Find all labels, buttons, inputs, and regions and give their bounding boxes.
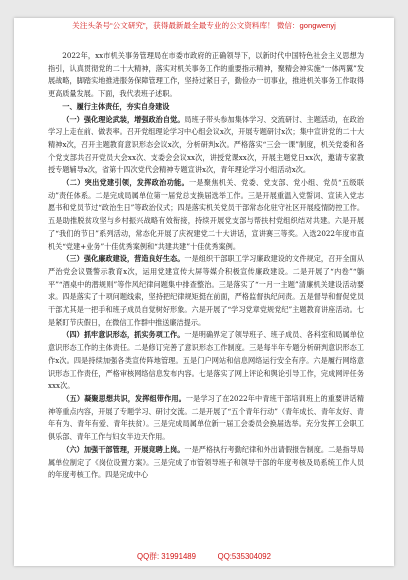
subsection-2-body: 一是聚焦机关、党委、党支部、党小组、党员“五级联动”责任体系。二是完成局属单位第一届党总支换届选举工作。三是开展重温入党誓词、宣读入党志愿书和党员节过“政治生日”等政治仪式；四是落实机关党员干部常态化驻守社区开展疫情防控工作。五是助推脱贫攻坚与乡村振兴战略有效衔接，持续开展党支部与帮扶村党组织结对共建。六是开展了“我们的节日”系列活动，常态化开展了庆祝建党二十大讲话，宣讲赛三等奖。入选2022年度市直机关“党建+业务”十佳优秀案例和“共建共建”十佳优秀案例。 [48,178,364,251]
subsection-1-body: 局班子带头参加集体学习、交流研讨、主题活动，在政治学习上走在前、做表率。召开党组理论学习中心组会议x次，开展专题研讨x次；集中宣讲党的二十大精神x次，召开主题教育意识形态会议x次，分析研判x次。严格落实“三会一课”制度，机关党委和各个党支部共召开党员大会xx次、支委会会议xx次，讲授党课xx次，开展主题党日xx次，邀请专家教授专题辅导x次，省第十四次党代会精神专题宣讲x次，青年理论学习小组活动x次。 [48,114,364,175]
subsection-2-heading: （二）突出党建引领，发挥政治功能。 [62,178,189,188]
subsection-5-body: 一是学习了在2022年中青班干部培训班上的重要讲话精神等重点内容，开展了专题学习、研讨交流。二是开展了“五个青年行动”（青年成长、青年友好、青年有为、青年有爱、青年扶贫）。三是完成局属单位新一届工会委员会换届选举。充分发挥工会职工俱乐部、青年工作与妇女半边天作用。 [48,393,364,442]
subsection-3-body: 一是组织干部职工学习廉政建设的文件规定，召开全面从严治党会议暨警示教育x次，运用党建宣传大屏等媒介积极宣传廉政建设。二是开展了“内卷”“躺平”“酒桌中的潜规则”等作风纪律问题集中排查整治。三是落实了“一月一主题”清廉机关建设活动要求。四是落实了十项问题线索，坚持把纪律规矩挺在前面，严格监督执纪问责。五是督导和督促党员干部尤其是一把手和班子成员自觉树好形象。六是开展了“学习党章党规党纪”主题教育讲座活动。七是紧盯节庆假日，在微信工作群中推送廉洁提示。 [48,254,364,327]
subsection-1 [48,114,364,178]
subsection-6-body: 一是严格执行考勤纪律和外出请假报告制度。二是指导局属单位制定了《岗位设置方案》。三是完成了市管领导班子和领导干部的年度考核及局系统工作人员的年度考核工作。四是完成中心 [48,444,364,480]
qq-group-text: QQ群: 31991489 [137,552,196,561]
contact-footer [14,551,394,562]
report-body [48,50,364,482]
subsection-1-heading: （一）强化理论武装，增强政治自觉。 [62,114,185,124]
subsection-4 [48,329,364,393]
subsection-5 [48,393,364,444]
subsection-2 [48,177,364,253]
subsection-4-body: 一是明确界定了领导班子、班子成员、各科室和局属单位意识形态工作的主体责任。二是修订完善了意识形态工作制度。三是每半年专题分析研判意识形态工作x次。四是持续加强各类宣传阵地管理。五是门户网站和信息网络运行安全有序。六是履行网络意识形态工作责任，严格审核网络信息发布内容。七是落实了网上评论和舆论引导工作，完成网评任务xxx次。 [48,330,364,391]
section-1-heading: 一、履行主体责任，夯实自身建设 [62,101,170,111]
intro-paragraph: 2022年，xx市机关事务管理局在市委市政府的正确领导下，以新时代中国特色社会主义思想为指引，认真贯彻党的二十大精神，落实对机关事务工作的重要指示精神，聚精会神实施“一体两翼”发展战略，脚踏实地推进服务保障管理工作，坚持过紧日子，勤俭办一切事业，推进机关事务工作取得更高质量发展。下面，我代表班子述职。 [48,51,364,99]
qq-text: QQ:535304092 [217,552,271,561]
subsection-3 [48,253,364,329]
promo-banner: 关注头条号“公文研究”，获得最新最全最专业的公文资料库！ 微信：gongwenyj [72,21,336,30]
subsection-6-heading: （六）加强干部管理，开展竞聘上岗。 [62,444,185,454]
subsection-4-heading: （四）抓牢意识形态，抓实务项工作。 [62,330,185,340]
subsection-6 [48,444,364,482]
subsection-3-heading: （三）强化廉政建设，营造良好生态。 [62,254,185,264]
subsection-5-heading: （五）凝聚思想共识，发挥组带作用。 [62,393,186,403]
document-page [14,18,394,566]
